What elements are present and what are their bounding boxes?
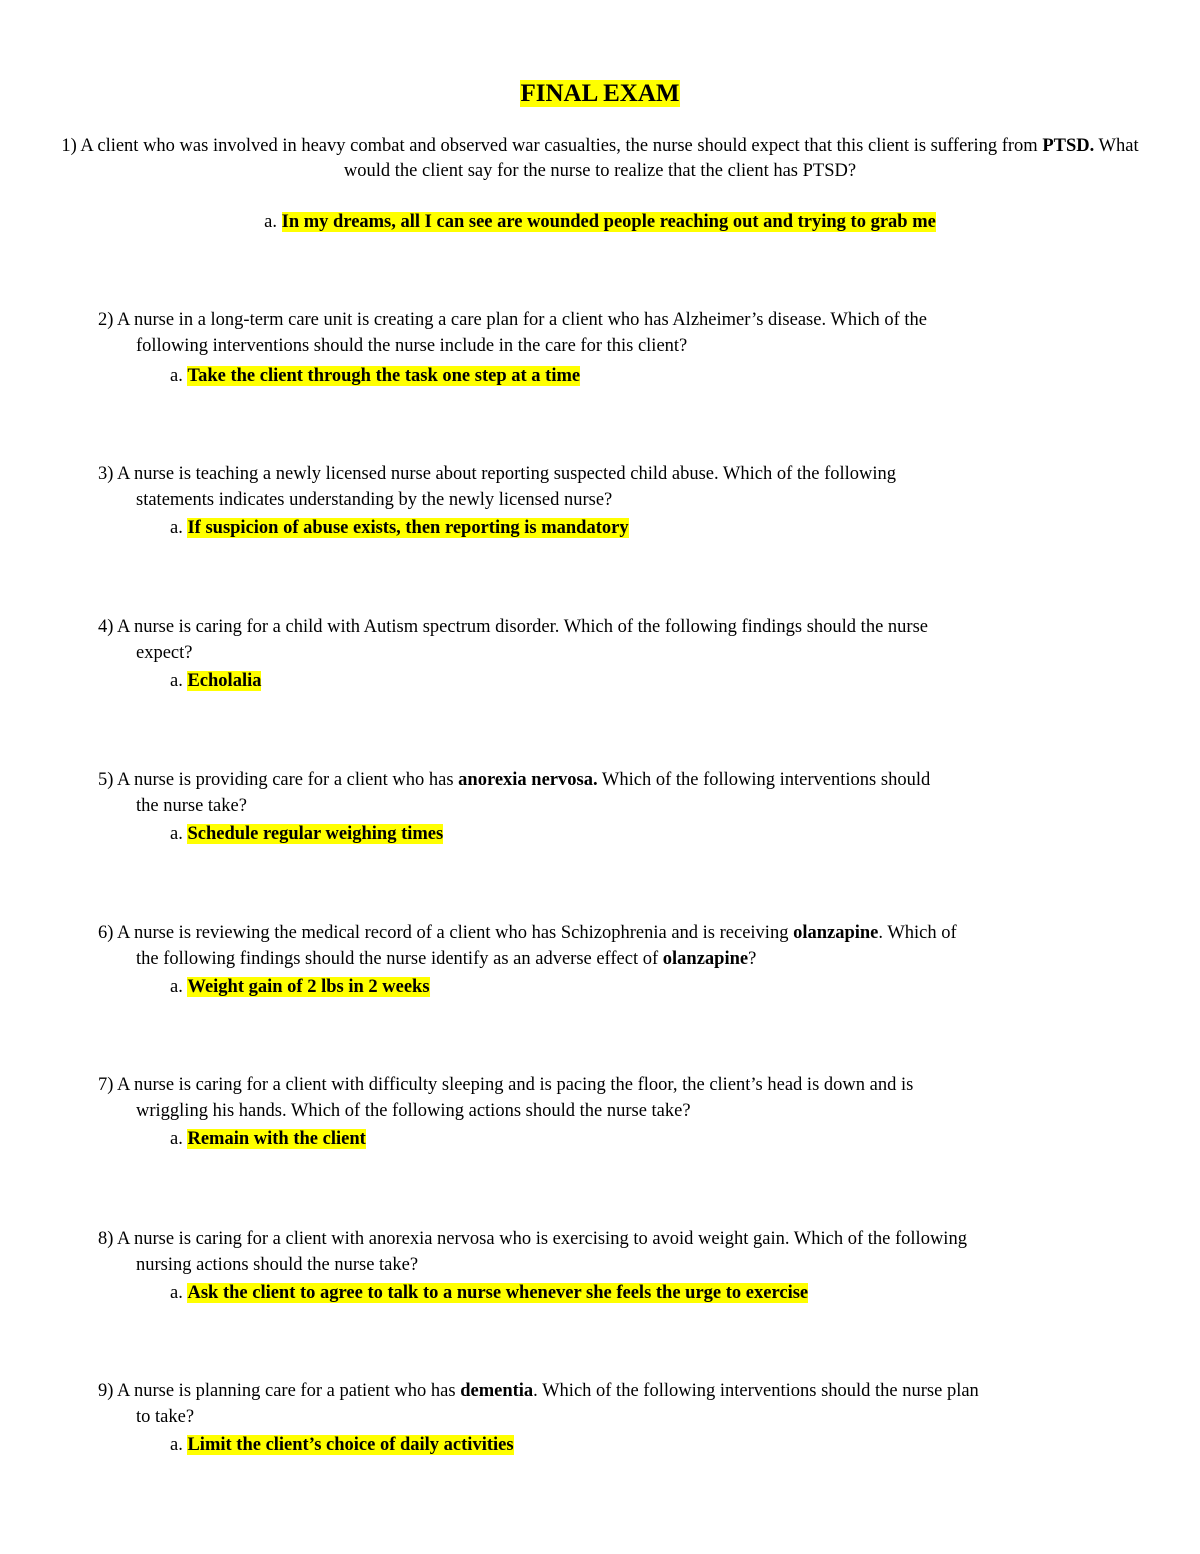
question-6-line-2-b: ?: [748, 948, 757, 969]
question-5-bold: anorexia nervosa.: [458, 770, 598, 790]
question-1-bold: PTSD.: [1042, 136, 1095, 156]
answer-6-letter: a.: [170, 977, 188, 997]
question-5: [98, 768, 1148, 819]
question-8-line-1: 8) A nurse is caring for a client with anorexia nervosa who is exercising to avoid weight gain. Which of the following: [98, 1229, 967, 1249]
answer-7-letter: a.: [170, 1129, 188, 1149]
answer-2-text: Take the client through the task one step at a time: [187, 366, 581, 386]
question-6-bold-2: olanzapine: [662, 948, 749, 969]
question-4-line-1: 4) A nurse is caring for a child with Autism spectrum disorder. Which of the following findings should the nurse: [98, 617, 928, 637]
question-6-bold-1: olanzapine: [793, 923, 879, 943]
answer-8-text: Ask the client to agree to talk to a nurse whenever she feels the urge to exercise: [187, 1283, 809, 1303]
question-5-line-1-b: Which of the following interventions should: [597, 770, 931, 790]
question-8: [98, 1227, 1148, 1278]
question-2: [98, 308, 1148, 359]
question-8-line-2: nursing actions should the nurse take?: [136, 1254, 419, 1275]
answer-6-text: Weight gain of 2 lbs in 2 weeks: [187, 977, 430, 997]
question-9-bold: dementia: [460, 1381, 534, 1401]
question-6-line-2: [98, 947, 1148, 973]
question-7-line-1: 7) A nurse is caring for a client with difficulty sleeping and is pacing the floor, the client’s head is down and is: [98, 1075, 914, 1095]
answer-3-letter: a.: [170, 518, 188, 538]
answer-5-text: Schedule regular weighing times: [187, 824, 444, 844]
answer-8: [170, 1281, 808, 1306]
answer-4: [170, 669, 261, 694]
question-6-line-2-a: the following findings should the nurse identify as an adverse effect of: [136, 948, 663, 969]
question-4-line-2: expect?: [136, 642, 193, 663]
answer-2: [170, 364, 580, 389]
answer-7-text: Remain with the client: [187, 1129, 366, 1149]
exam-title: [0, 78, 1200, 110]
question-4: [98, 615, 1148, 666]
question-1: [60, 134, 1140, 184]
question-3-line-1: 3) A nurse is teaching a newly licensed nurse about reporting suspected child abuse. Which of the following: [98, 464, 897, 484]
answer-9: [170, 1433, 514, 1458]
answer-8-letter: a.: [170, 1283, 188, 1303]
question-2-line-1: 2) A nurse in a long-term care unit is creating a care plan for a client who has Alzheimer’s disease. Which of the: [98, 310, 927, 330]
answer-9-letter: a.: [170, 1435, 188, 1455]
question-7: [98, 1073, 1148, 1124]
question-9: [98, 1379, 1148, 1430]
question-3: [98, 462, 1148, 513]
question-2-line-2: following interventions should the nurse include in the care for this client?: [136, 335, 688, 356]
question-9-line-1-a: 9) A nurse is planning care for a patient who has: [98, 1381, 461, 1401]
answer-2-letter: a.: [170, 366, 188, 386]
question-9-line-2: to take?: [136, 1406, 195, 1427]
question-5-line-2: the nurse take?: [136, 795, 247, 816]
question-6-line-1-a: 6) A nurse is reviewing the medical record of a client who has Schizophrenia and is receiving: [98, 923, 794, 943]
question-9-line-1-b: . Which of the following interventions should the nurse plan: [533, 1381, 979, 1401]
exam-title-text: FINAL EXAM: [520, 80, 680, 107]
answer-1: [0, 210, 1200, 235]
question-3-line-2: statements indicates understanding by the newly licensed nurse?: [136, 489, 613, 510]
answer-3-text: If suspicion of abuse exists, then reporting is mandatory: [187, 518, 629, 538]
question-1-text-a: 1) A client who was involved in heavy combat and observed war casualties, the nurse should expect that this client is suffering from: [61, 136, 1043, 156]
answer-1-letter: a.: [264, 212, 282, 232]
answer-5: [170, 822, 443, 847]
question-6: [98, 921, 1148, 972]
answer-7: [170, 1127, 366, 1152]
answer-6: [170, 975, 430, 1000]
question-7-line-2: wriggling his hands. Which of the following actions should the nurse take?: [136, 1100, 691, 1121]
question-6-line-1-b: . Which of: [878, 923, 957, 943]
answer-1-text: In my dreams, all I can see are wounded people reaching out and trying to grab me: [281, 212, 936, 232]
question-1-text-b: What would the client say for the nurse to realize that the client has PTSD?: [343, 136, 1139, 181]
answer-4-letter: a.: [170, 671, 188, 691]
answer-4-text: Echolalia: [187, 671, 262, 691]
answer-3: [170, 516, 629, 541]
answer-9-text: Limit the client’s choice of daily activities: [187, 1435, 514, 1455]
question-5-line-1-a: 5) A nurse is providing care for a client who has: [98, 770, 459, 790]
answer-5-letter: a.: [170, 824, 188, 844]
